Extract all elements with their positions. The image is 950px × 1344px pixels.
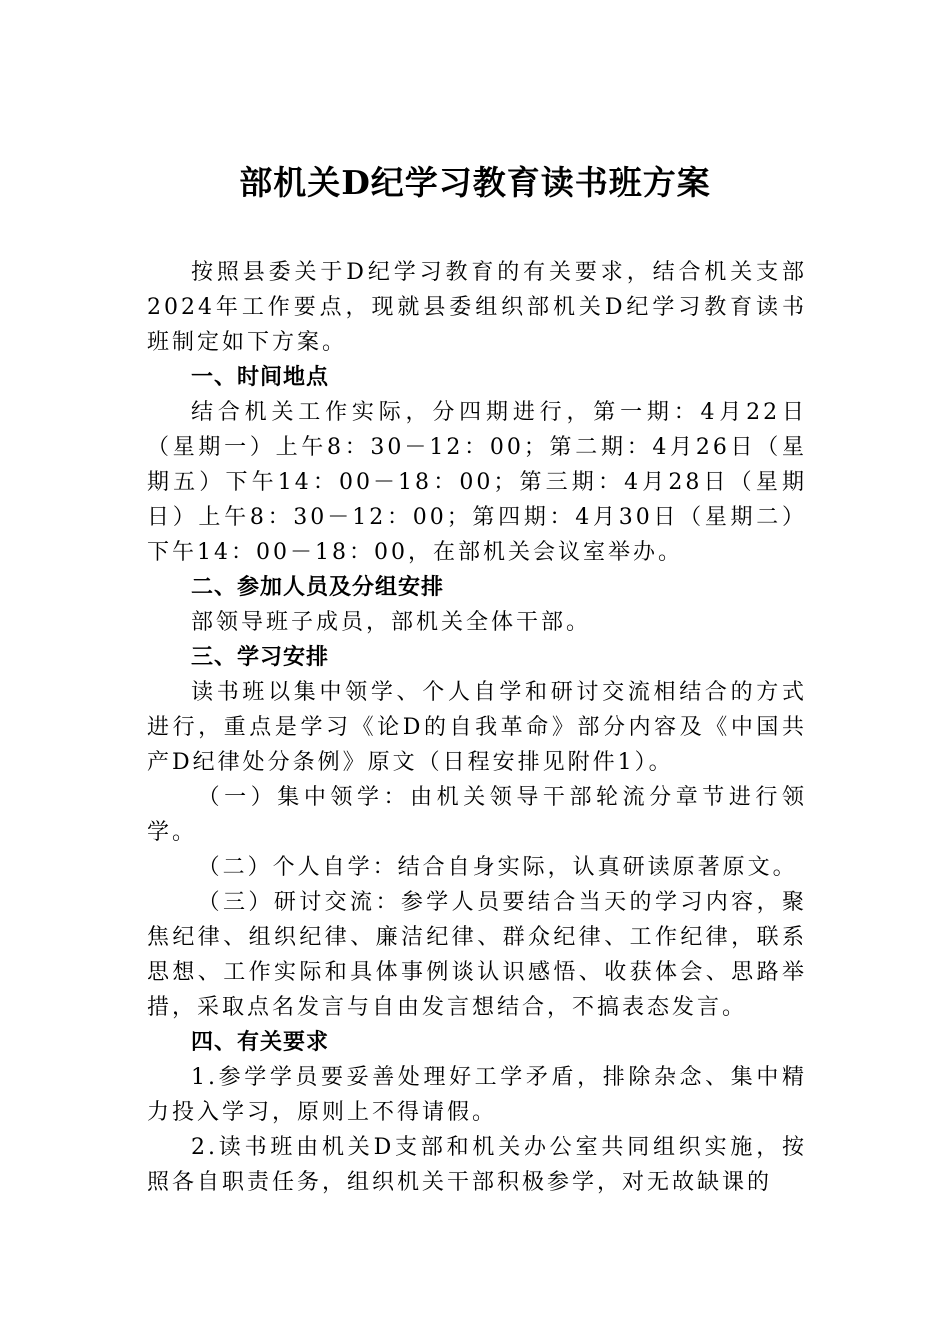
section-paragraph-discussion: （三）研讨交流：参学人员要结合当天的学习内容，聚焦纪律、组织纪律、廉洁纪律、群众纪律、工作纪律，联系思想、工作实际和具体事例谈认识感悟、收获体会、思路举措，采取点名发言与自由发言想结合，不搞表态发言。 <box>147 890 807 1020</box>
section-heading-study-plan: 三、学习安排 <box>191 645 330 670</box>
section-heading-requirements: 四、有关要求 <box>191 1030 330 1055</box>
document-title: 部机关D纪学习教育读书班方案 <box>239 163 711 202</box>
section-heading-participants: 二、参加人员及分组安排 <box>191 575 445 600</box>
section-paragraph-study-overview: 读书班以集中领学、个人自学和研讨交流相结合的方式进行，重点是学习《论D的自我革命》部分内容及《中国共产D纪律处分条例》原文（日程安排见附件1）。 <box>147 680 807 775</box>
document-body <box>147 255 807 1200</box>
section-paragraph-requirement-2: 2.读书班由机关D支部和机关办公室共同组织实施，按照各自职责任务，组织机关干部积极参学，对无故缺课的 <box>147 1135 807 1195</box>
section-paragraph-self-study: （二）个人自学：结合自身实际，认真研读原著原文。 <box>197 855 798 880</box>
section-paragraph-requirement-1: 1.参学学员要妥善处理好工学矛盾，排除杂念、集中精力投入学习，原则上不得请假。 <box>147 1065 807 1125</box>
section-paragraph-collective-study: （一）集中领学：由机关领导干部轮流分章节进行领学。 <box>147 785 807 845</box>
section-heading-time-place: 一、时间地点 <box>191 365 330 390</box>
section-paragraph-participants: 部领导班子成员，部机关全体干部。 <box>191 610 592 635</box>
section-paragraph-schedule: 结合机关工作实际，分四期进行，第一期：4月22日（星期一）上午8：30－12：00；第二期：4月26日（星期五）下午14：00－18：00；第三期：4月28日（星期日）上午8：30－12：00；第四期：4月30日（星期二）下午14：00－18：00，在部机关会议室举办。 <box>147 400 807 565</box>
intro-paragraph: 按照县委关于D纪学习教育的有关要求，结合机关支部2024年工作要点，现就县委组织部机关D纪学习教育读书班制定如下方案。 <box>147 260 807 355</box>
